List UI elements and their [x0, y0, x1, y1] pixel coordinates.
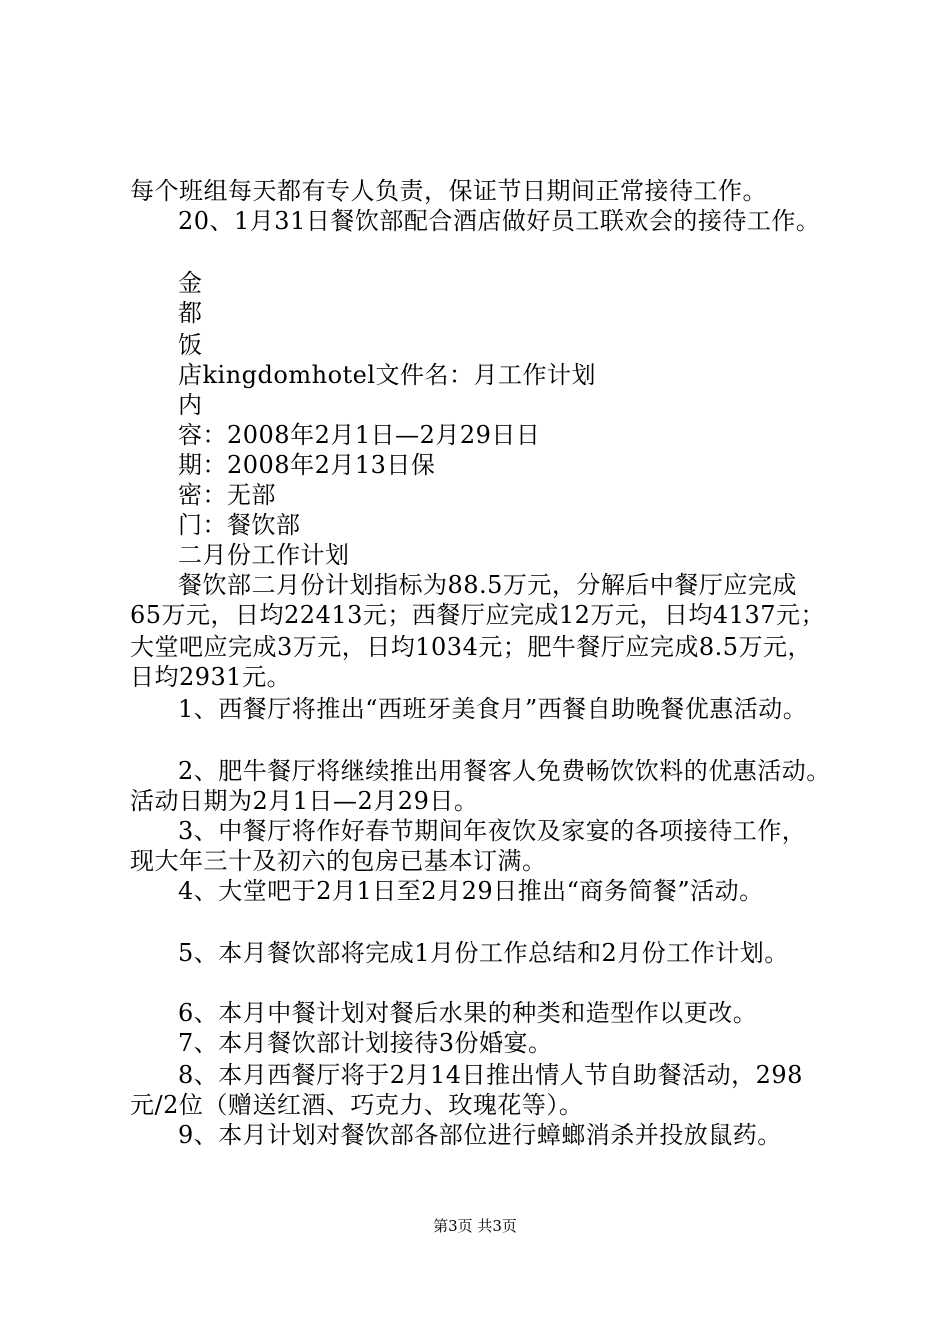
text-line: 密：无部 [178, 481, 276, 509]
text-line: 大堂吧应完成3万元，日均1034元；肥牛餐厅应完成8.5万元， [130, 633, 813, 661]
text-line: 容：2008年2月1日—2月29日日 [178, 421, 541, 449]
list-item: 1、西餐厅将推出“西班牙美食月”西餐自助晚餐优惠活动。 [178, 695, 808, 723]
text-line: 金 [178, 269, 203, 297]
page-footer: 第3页 共3页 [433, 1217, 517, 1235]
list-item: 9、本月计划对餐饮部各部位进行蟑螂消杀并投放鼠药。 [178, 1121, 782, 1149]
text-line: 活动日期为2月1日—2月29日。 [130, 787, 479, 815]
text-line: 期：2008年2月13日保 [178, 451, 436, 479]
list-item: 5、本月餐饮部将完成1月份工作总结和2月份工作计划。 [178, 939, 789, 967]
list-item: 7、本月餐饮部计划接待3份婚宴。 [178, 1029, 553, 1057]
text-line: 每个班组每天都有专人负责，保证节日期间正常接待工作。 [130, 177, 767, 205]
text-line: 20、1月31日餐饮部配合酒店做好员工联欢会的接待工作。 [178, 207, 821, 235]
text-line: 门：餐饮部 [178, 511, 301, 539]
text-line: 饭 [178, 331, 203, 359]
section-heading: 二月份工作计划 [178, 541, 350, 569]
text-line: 餐饮部二月份计划指标为88.5万元，分解后中餐厅应完成 [178, 571, 797, 599]
text-line: 内 [178, 391, 203, 419]
list-item: 8、本月西餐厅将于2月14日推出情人节自助餐活动，298 [178, 1061, 803, 1089]
text-line: 店kingdomhotel文件名：月工作计划 [178, 361, 597, 389]
list-item: 6、本月中餐计划对餐后水果的种类和造型作以更改。 [178, 999, 758, 1027]
text-line: 65万元，日均22413元；西餐厅应完成12万元，日均4137元； [130, 601, 826, 629]
list-item: 4、大堂吧于2月1日至2月29日推出“商务简餐”活动。 [178, 877, 764, 905]
text-line: 元/2位（赠送红酒、巧克力、玫瑰花等）。 [130, 1091, 584, 1119]
text-line: 日均2931元。 [130, 663, 292, 691]
list-item: 3、中餐厅将作好春节期间年夜饮及家宴的各项接待工作， [178, 817, 807, 845]
list-item: 2、肥牛餐厅将继续推出用餐客人免费畅饮饮料的优惠活动。 [178, 757, 831, 785]
text-line: 都 [178, 299, 203, 327]
text-line: 现大年三十及初六的包房已基本订满。 [130, 847, 547, 875]
